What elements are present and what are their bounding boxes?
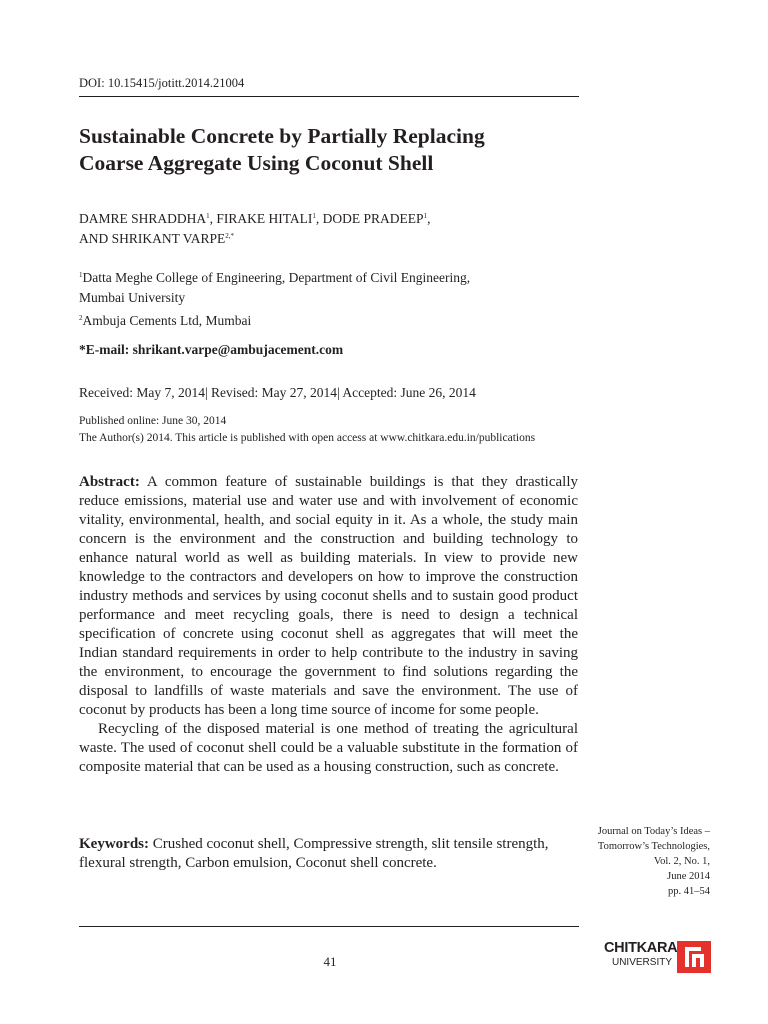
journal-name-1: Journal on Today’s Ideas –	[597, 826, 710, 837]
journal-pages: pp. 41–54	[668, 886, 710, 897]
affiliation-2-text: Ambuja Cements Ltd, Mumbai	[82, 313, 252, 328]
author-3-sup: 1	[423, 212, 428, 220]
title-line-1: Sustainable Concrete by Partially Replacing	[79, 124, 485, 148]
author-2-sup: 1	[312, 212, 316, 220]
article-title	[79, 123, 599, 177]
affiliation-1-line-2: Mumbai University	[79, 290, 186, 305]
journal-volume: Vol. 2, No. 1,	[653, 856, 710, 867]
abstract-paragraph-1	[79, 473, 578, 720]
journal-info	[560, 824, 710, 899]
abstract-text-1: A common feature of sustainable buildings is that they drastically reduce emissions, material use and water use and with involvement of economic vitality, environmental, health, and social equity in it. As a whole, the study main concern is the environment and the construction and building technology to enhance natural world as well as building materials. In view to provide new knowledge to the contractors and developers on how to improve the construction industry methods and services by using coconut shells and to sustain good product performance and meet recycling goals, there is need to design a technical specification of concrete using coconut shell as aggregates that will meet the Indian standard requirements in order to help contribute to the industry in saving the environment, to encourage the government to find solutions regarding the disposal to landfills of waste materials and save the environment. The use of coconut by products has been a long time source of income for some people.	[79, 474, 578, 718]
doi-line: DOI: 10.15415/jotitt.2014.21004	[79, 76, 245, 90]
published-online: Published online: June 30, 2014	[79, 415, 227, 427]
logo-mark-icon	[677, 941, 711, 973]
author-1-sup: 1	[206, 212, 210, 220]
page-number: 41	[323, 954, 337, 969]
affiliation-2	[79, 311, 599, 331]
affiliation-1-sup: 1	[79, 271, 83, 279]
abstract	[79, 473, 578, 777]
authors-line-2	[79, 229, 599, 249]
chitkara-logo	[604, 939, 714, 975]
author-4-sup: 2,*	[225, 232, 235, 240]
author-3-tail: ,	[427, 211, 431, 226]
top-divider	[79, 96, 579, 97]
author-2: , FIRAKE HITALI	[209, 211, 313, 226]
logo-sub-text: UNIVERSITY	[611, 957, 672, 968]
affiliation-1-line-1	[79, 268, 599, 288]
logo-text	[604, 939, 678, 969]
affiliation-2-sup: 2	[79, 314, 83, 322]
open-access-license: The Author(s) 2014. This article is published with open access at www.chitkara.edu.in/publications	[79, 432, 536, 444]
affiliation-1-text: Datta Meghe College of Engineering, Department of Civil Engineering,	[82, 270, 471, 285]
authors-line-1	[79, 209, 599, 229]
author-1: DAMRE SHRADDHA	[79, 211, 207, 226]
journal-date: June 2014	[667, 871, 710, 882]
keywords	[79, 835, 549, 873]
keywords-label: Keywords:	[79, 836, 149, 852]
bottom-divider	[79, 926, 579, 927]
keywords-text: Crushed coconut shell, Compressive strength, slit tensile strength, flexural strength, Carbon emulsion, Coconut shell concrete.	[79, 836, 549, 871]
abstract-label: Abstract:	[79, 474, 140, 490]
author-3: , DODE PRADEEP	[315, 211, 424, 226]
author-4: AND SHRIKANT VARPE	[79, 231, 226, 246]
publication-info	[79, 413, 535, 447]
journal-name-2: Tomorrow’s Technologies,	[597, 841, 710, 852]
author-list	[79, 209, 599, 249]
title-line-2: Coarse Aggregate Using Coconut Shell	[79, 151, 434, 175]
corresponding-email: *E-mail: shrikant.varpe@ambujacement.com	[79, 342, 344, 357]
logo-main-text: CHITKARA	[604, 940, 678, 956]
received-dates: Received: May 7, 2014| Revised: May 27, 2014| Accepted: June 26, 2014	[79, 385, 476, 400]
affiliations	[79, 268, 599, 331]
abstract-paragraph-2: Recycling of the disposed material is one method of treating the agricultural waste. The used of coconut shell could be a valuable substitute in the formation of composite material that can be used as a housing construction, such as concrete.	[79, 721, 578, 775]
